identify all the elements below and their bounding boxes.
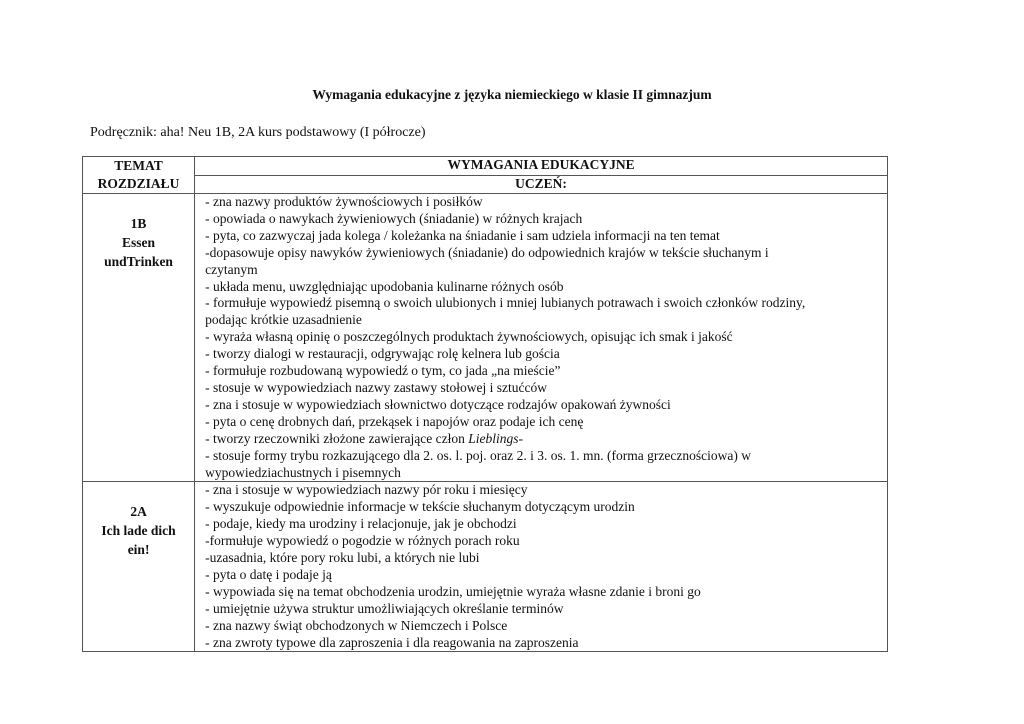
document-title: Wymagania edukacyjne z języka niemieckiego w klasie II gimnazjum <box>312 87 712 102</box>
list-item: - wypowiada się na temat obchodzenia urodzin, umiejętnie wyraża własne zdanie i broni go <box>205 583 701 599</box>
list-item: - wyraża własną opinię o poszczególnych produktach żywnościowych, opisując ich smak i jakość <box>205 329 733 345</box>
header-row-2 <box>83 175 888 194</box>
topic-cell <box>83 482 195 652</box>
list-item-text: - tworzy rzeczowniki złożone zawierające człon <box>205 430 469 446</box>
list-item: - umiejętnie używa struktur umożliwiających określanie terminów <box>205 600 564 616</box>
list-item: - formułuje rozbudowaną wypowiedź o tym, co jada „na mieście” <box>205 363 561 379</box>
requirements-cell <box>195 194 888 482</box>
list-item: - pyta o datę i podaje ją <box>205 566 332 582</box>
table-row <box>83 482 888 652</box>
header-requirements: WYMAGANIA EDUKACYJNE <box>195 157 888 176</box>
header-row <box>83 157 888 176</box>
topic-name-line1: Essen <box>122 235 156 250</box>
topic-name-line2: undTrinken <box>104 254 173 269</box>
topic-code: 2A <box>130 504 147 520</box>
list-item: -dopasowuje opisy nawyków żywieniowych (śniadanie) do odpowiednich krajów w tekście słuchanym i czytanym <box>205 244 769 277</box>
topic-name-line1: Ich lade dich <box>101 523 176 539</box>
list-item: - zna i stosuje w wypowiedziach nazwy pór roku i miesięcy <box>205 482 528 498</box>
list-item: -uzasadnia, które pory roku lubi, a których nie lubi <box>205 550 480 566</box>
table-row <box>83 194 888 482</box>
list-item: - zna zwroty typowe dla zaproszenia i dla reagowania na zaproszenia <box>205 634 579 650</box>
requirements-table <box>82 156 888 652</box>
list-item: - zna nazwy świąt obchodzonych w Niemczech i Polsce <box>205 617 508 633</box>
requirements-cell <box>195 482 888 652</box>
requirements-list <box>195 482 887 651</box>
header-topic-line2: ROZDZIAŁU <box>97 176 180 191</box>
list-item: - układa menu, uwzględniając upodobania kulinarne różnych osób <box>205 278 564 294</box>
topic-name-line2: ein! <box>127 542 150 558</box>
list-item: - stosuje formy trybu rozkazującego dla 2. os. l. poj. oraz 2. i 3. os. 1. mn. (forma grzecznościowa) w wypowiedziachustnych i pisemnych <box>205 447 751 480</box>
list-item: - opowiada o nawykach żywieniowych (śniadanie) w różnych krajach <box>205 210 583 226</box>
topic-code: 1B <box>130 216 147 231</box>
requirements-list <box>195 194 887 481</box>
list-item: - pyta o cenę drobnych dań, przekąsek i napojów oraz podaje ich cenę <box>205 413 584 429</box>
list-item: - podaje, kiedy ma urodziny i relacjonuje, jak je obchodzi <box>205 516 517 532</box>
topic-cell <box>83 194 195 482</box>
list-item: - stosuje w wypowiedziach nazwy zastawy stołowej i sztućców <box>205 379 548 395</box>
textbook-subtitle: Podręcznik: aha! Neu 1B, 2A kurs podstawowy (I półrocze) <box>90 125 426 140</box>
list-item: - wyszukuje odpowiednie informacje w tekście słuchanym dotyczącym urodzin <box>205 499 635 515</box>
list-item: - tworzy dialogi w restauracji, odgrywając rolę kelnera lub gościa <box>205 346 560 362</box>
header-topic-line1: TEMAT <box>114 158 163 173</box>
list-item: - zna nazwy produktów żywnościowych i posiłków <box>205 194 483 209</box>
list-item: - pyta, co zazwyczaj jada kolega / koleżanka na śniadanie i sam udziela informacji na ten temat <box>205 227 720 243</box>
list-item <box>205 431 883 448</box>
header-student: UCZEŃ: <box>195 175 888 194</box>
header-topic <box>83 157 195 194</box>
list-item: -formułuje wypowiedź o pogodzie w różnych porach roku <box>205 533 520 549</box>
list-item: - zna i stosuje w wypowiedziach słownictwo dotyczące rodzajów opakowań żywności <box>205 396 671 412</box>
list-item: - formułuje wypowiedź pisemną o swoich ulubionych i mniej lubianych potrawach i swoich członków rodziny, podając krótkie uzasadnienie <box>205 295 806 328</box>
italic-term: Lieblings- <box>468 430 523 446</box>
